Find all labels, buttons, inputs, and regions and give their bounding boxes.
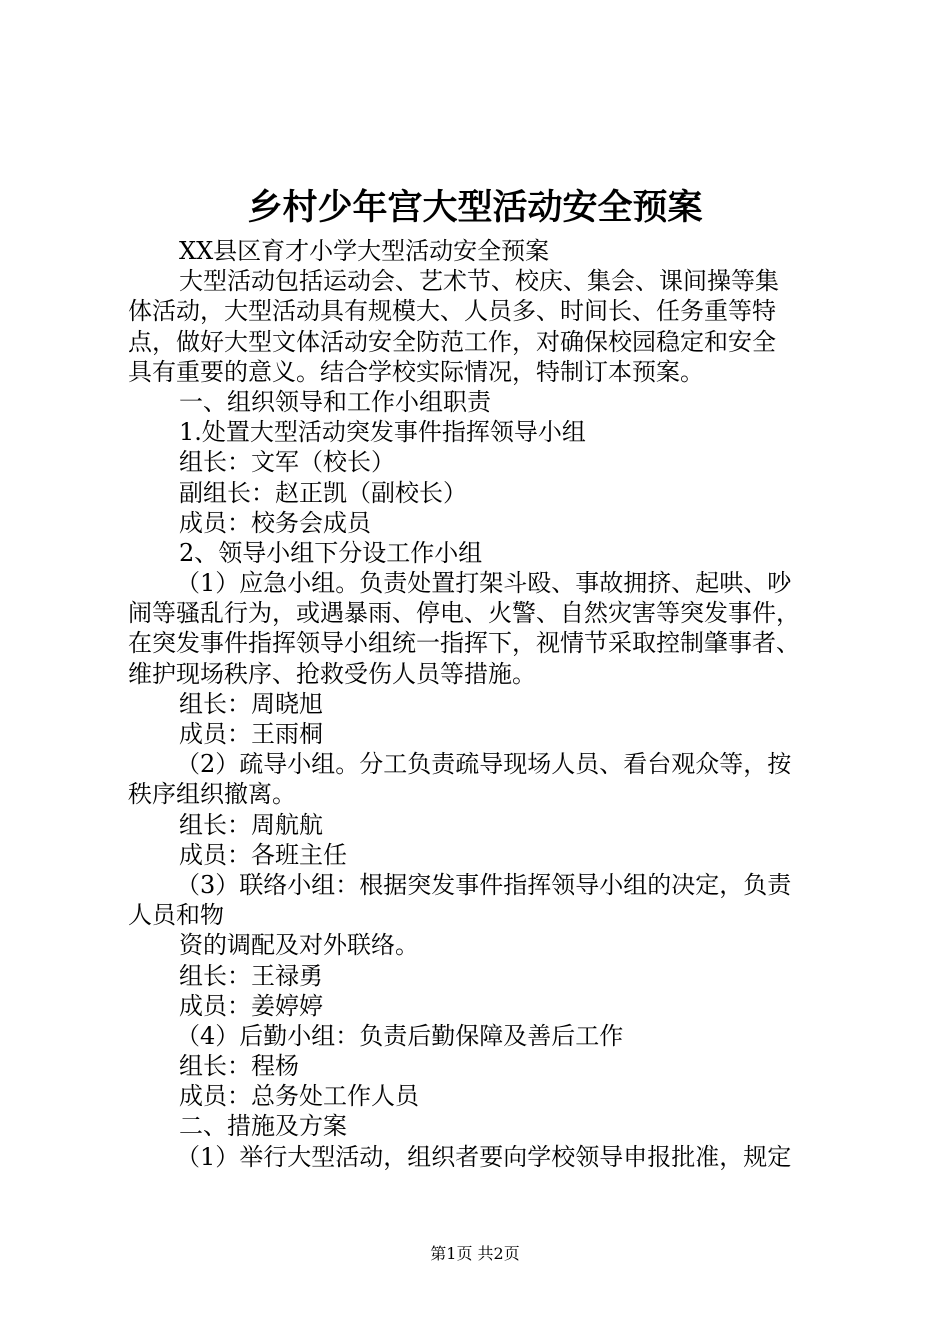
page-footer: 第1页 共2页	[430, 1244, 520, 1263]
paragraph-line: XX县区育才小学大型活动安全预案	[179, 237, 550, 265]
paragraph-line: 2、领导小组下分设工作小组	[179, 538, 483, 567]
paragraph-line: （4）后勤小组：负责后勤保障及善后工作	[176, 1021, 624, 1050]
document-title: 乡村少年宫大型活动安全预案	[247, 187, 703, 228]
paragraph-line: （1）举行大型活动，组织者要向学校领导申报批准，规定	[176, 1142, 792, 1171]
paragraph-line: 在突发事件指挥领导小组统一指挥下，视情节采取控制肇事者、	[128, 629, 800, 658]
paragraph-line: 资的调配及对外联络。	[179, 931, 419, 960]
paragraph-line: 组长：周晓旭	[179, 689, 323, 718]
paragraph-line: 组长：程杨	[179, 1052, 299, 1081]
paragraph-line: 闹等骚乱行为，或遇暴雨、停电、火警、自然灾害等突发事件，	[128, 599, 800, 628]
paragraph-line: 1.处置大型活动突发事件指挥领导小组	[179, 418, 586, 447]
paragraph-line: 大型活动包括运动会、艺术节、校庆、集会、课间操等集	[179, 267, 779, 296]
paragraph-line: （2）疏导小组。分工负责疏导现场人员、看台观众等，按	[176, 750, 792, 779]
paragraph-line: 成员：校务会成员	[179, 508, 371, 537]
paragraph-line: （3）联络小组：根据突发事件指挥领导小组的决定，负责	[176, 870, 792, 899]
paragraph-line: 成员：各班主任	[179, 840, 347, 869]
paragraph-line: 成员：姜婷婷	[179, 991, 323, 1020]
paragraph-line: 成员：王雨桐	[179, 720, 323, 748]
paragraph-line: 副组长：赵正凯（副校长）	[179, 478, 467, 507]
paragraph-line: 体活动，大型活动具有规模大、人员多、时间长、任务重等特	[128, 297, 776, 326]
paragraph-line: 二、措施及方案	[179, 1112, 347, 1141]
document-body	[128, 236, 828, 1172]
paragraph-line: 组长：周航航	[179, 810, 323, 839]
paragraph-line: 成员：总务处工作人员	[179, 1082, 419, 1111]
paragraph-line: 维护现场秩序、抢救受伤人员等措施。	[128, 659, 536, 688]
paragraph-line: 组长：文军（校长）	[179, 448, 395, 477]
paragraph-line: 点，做好大型文体活动安全防范工作，对确保校园稳定和安全	[128, 327, 776, 356]
paragraph-line: （1）应急小组。负责处置打架斗殴、事故拥挤、起哄、吵	[176, 569, 792, 598]
paragraph-line: 一、组织领导和工作小组职责	[179, 387, 491, 416]
paragraph-line: 具有重要的意义。结合学校实际情况，特制订本预案。	[128, 357, 704, 386]
paragraph-line: 秩序组织撤离。	[128, 780, 296, 809]
paragraph-line: 人员和物	[128, 901, 224, 930]
paragraph-line: 组长：王禄勇	[179, 961, 323, 990]
